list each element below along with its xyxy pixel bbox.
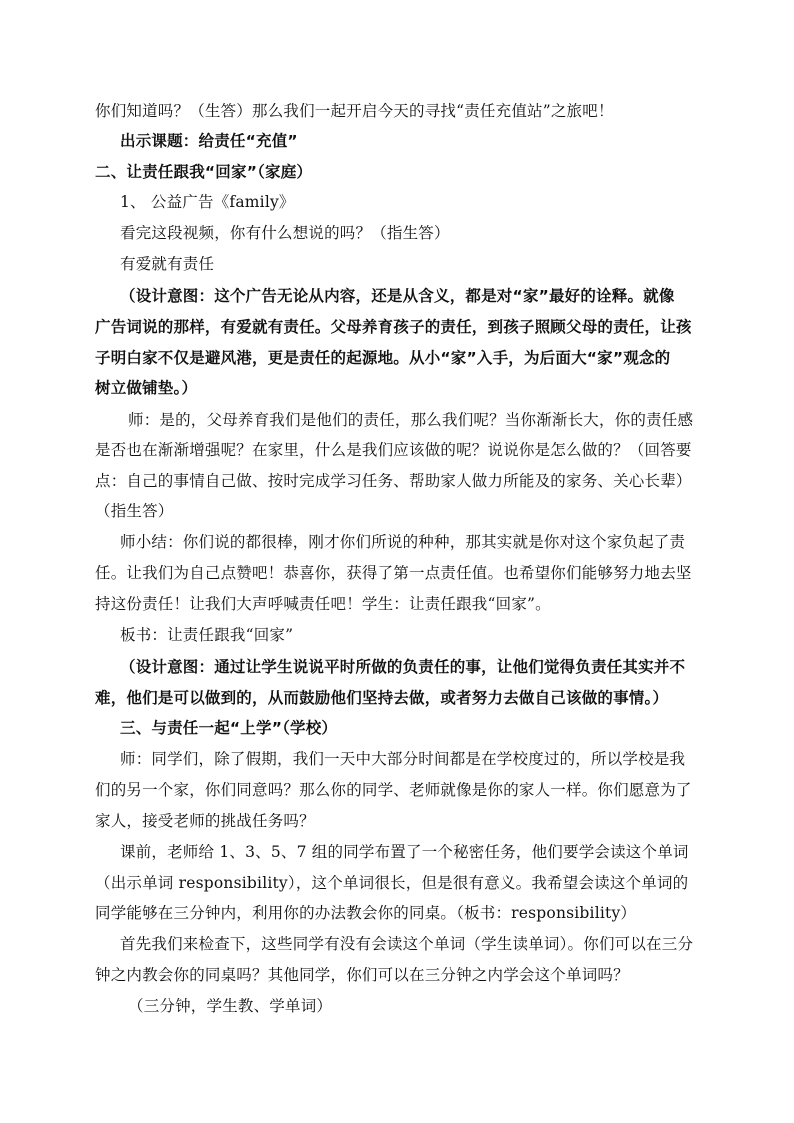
text-line: 是否也在渐渐增强呢？在家里，什么是我们应该做的呢？说说你是怎么做的？（回答要	[95, 441, 692, 459]
text-line: 点：自己的事情自己做、按时完成学习任务、帮助家人做力所能及的家务、关心长辈）	[95, 472, 692, 490]
design-intent-line: 广告词说的那样，有爱就有责任。父母养育孩子的责任，到孩子照顾父母的责任，让孩	[95, 318, 692, 336]
text-line: 你们知道吗？（生答）那么我们一起开启今天的寻找“责任充值站”之旅吧！	[95, 102, 614, 120]
text-line: （出示单词 responsibility），这个单词很长，但是很有意义。我希望会读这个单词的	[95, 874, 689, 892]
text-line: （三分钟，学生教、学单词）	[128, 997, 333, 1015]
text-line: 钟之内教会你的同桌吗？其他同学，你们可以在三分钟之内学会这个单词吗？	[95, 966, 629, 984]
text-line: 们的另一个家，你们同意吗？那么你的同学、老师就像是你的家人一样。你们愿意为了	[95, 781, 692, 799]
design-intent-line: （设计意图：通过让学生说说平时所做的负责任的事，让他们觉得负责任其实并不	[120, 658, 686, 676]
text-line: 师：是的，父母养育我们是他们的责任，那么我们呢？当你渐渐长大，你的责任感	[128, 411, 694, 429]
text-line: 1、 公益广告《family》	[120, 193, 295, 211]
lesson-title-line: 出示课题：给责任“充值”	[120, 132, 298, 150]
section-heading-2: 二、让责任跟我“回家”（家庭）	[95, 163, 313, 181]
text-line: 看完这段视频，你有什么想说的吗？（指生答）	[120, 224, 450, 242]
design-intent-line: 子明白家不仅是避风港，更是责任的起源地。从小“家”入手，为后面大“家”观念的	[95, 349, 671, 367]
text-line: 有爱就有责任	[120, 255, 215, 273]
text-line: 任。让我们为自己点赞吧！恭喜你，获得了第一点责任值。也希望你们能够努力地去坚	[95, 564, 692, 582]
text-line: 同学能够在三分钟内，利用你的办法教会你的同桌。（板书：responsibility）	[95, 904, 637, 922]
text-line: 首先我们来检查下，这些同学有没有会读这个单词（学生读单词）。你们可以在三分	[120, 935, 694, 953]
design-intent-line: 树立做铺垫。）	[95, 379, 198, 397]
text-line: 家人，接受老师的挑战任务吗？	[95, 812, 315, 830]
text-line: （指生答）	[95, 502, 174, 520]
design-intent-line: 难，他们是可以做到的，从而鼓励他们坚持去做，或者努力去做自己该做的事情。）	[95, 689, 669, 707]
design-intent-line: （设计意图：这个广告无论从内容，还是从含义，都是对“家”最好的诠释。就像	[120, 287, 675, 305]
text-line: 持这份责任！让我们大声呼喊责任吧！学生：让责任跟我“回家”。	[95, 595, 551, 613]
section-heading-3: 三、与责任一起“上学”（学校）	[120, 719, 338, 737]
text-line: 师小结：你们说的都很棒，刚才你们所说的种种，那其实就是你对这个家负起了责	[120, 533, 686, 551]
text-line: 板书：让责任跟我“回家”	[120, 626, 294, 644]
text-line: 课前，老师给 1、3、5、7 组的同学布置了一个秘密任务，他们要学会读这个单词	[120, 843, 689, 861]
text-line: 师：同学们，除了假期，我们一天中大部分时间都是在学校度过的，所以学校是我	[120, 750, 686, 768]
